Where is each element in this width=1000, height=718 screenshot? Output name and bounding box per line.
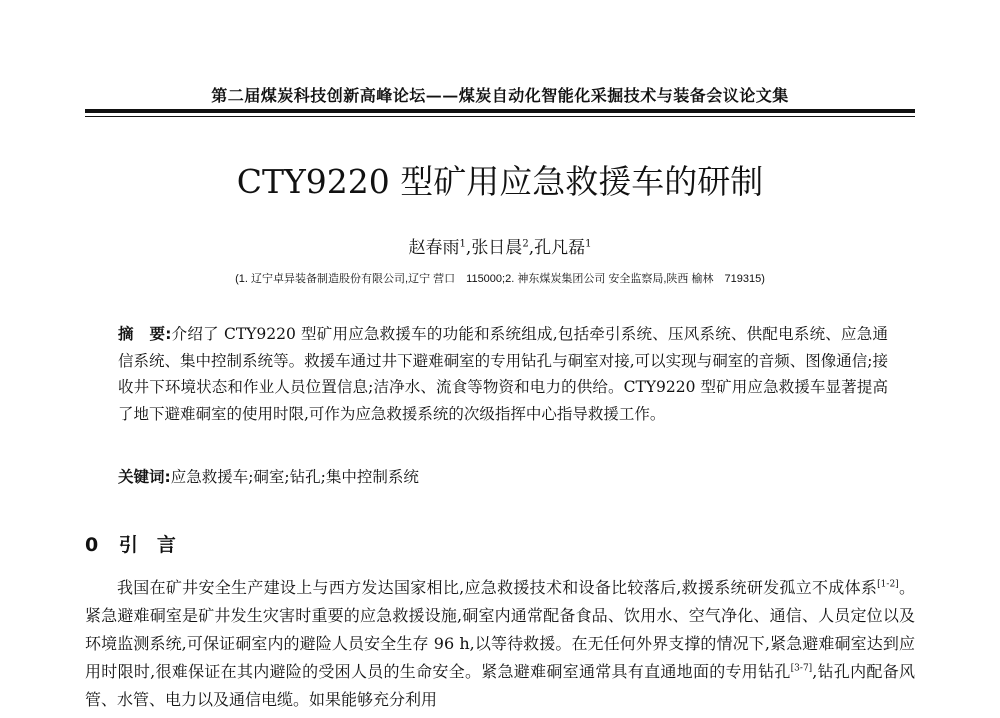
affiliations: (1. 辽宁卓异装备制造股份有限公司,辽宁 营口 115000;2. 神东煤炭集团公司 安全监察局,陕西 榆林 719315) <box>235 273 765 285</box>
author-name: 张日晨 <box>471 238 523 258</box>
body-text <box>85 574 915 714</box>
author-list <box>85 236 915 260</box>
paragraph-text: 我国在矿井安全生产建设上与西方发达国家相比,应急救援技术和设备比较落后,救援系统研发孤立不成体系 <box>117 578 878 597</box>
author-name: 赵春雨 <box>408 238 460 258</box>
section-title: 引 言 <box>118 534 176 556</box>
paragraph-text: 。紧急避难硐室是矿井发生灾害时重要的应急救援设施,硐室内通常配备食品、饮用水、空气净化、通信、人员定位以及环境监测系统,可保证硐室内的避险人员安全生存 96 h,以等待救援。在无任何外界支撑的情况下,紧急避难硐室达到应用时限时,很难保证在其内避险的受困人员的生命安全。紧急避难硐室通常具有直通地面的专用钻孔 <box>85 578 915 681</box>
citation: [1-2] <box>877 579 899 590</box>
author-affiliation-mark: 1 <box>585 238 592 250</box>
keywords <box>118 464 888 490</box>
section-number: 0 <box>85 534 99 556</box>
keywords-text: 应急救援车;硐室;钻孔;集中控制系统 <box>170 468 419 486</box>
author-name: 孔凡磊 <box>534 238 586 258</box>
abstract-label: 摘 要: <box>118 325 172 343</box>
citation: [3-7] <box>790 663 813 674</box>
abstract-text: 介绍了 CTY9220 型矿用应急救援车的功能和系统组成,包括牵引系统、压风系统、供配电系统、应急通信系统、集中控制系统等。救援车通过井下避难硐室的专用钻孔与硐室对接,可以实现与硐室的音频、图像通信;接收井下环境状态和作业人员位置信息;洁净水、流食等物资和电力的供给。CTY9220 型矿用应急救援车显著提高了地下避难硐室的使用时限,可作为应急救援系统的次级指挥中心指导救援工作。 <box>118 325 888 423</box>
author-affiliation-mark: 1 <box>459 238 466 250</box>
running-header: 第二届煤炭科技创新高峰论坛——煤炭自动化智能化采掘技术与装备会议论文集 <box>211 86 789 105</box>
paper-title: CTY9220 型矿用应急救援车的研制 <box>236 162 764 201</box>
paragraph-text: ,钻孔内配备风管、水管、电力以及通信电缆。如果能够充分利用 <box>85 662 915 709</box>
author-separator: , <box>528 238 535 258</box>
abstract <box>118 321 888 427</box>
author-affiliation-mark: 2 <box>522 238 529 250</box>
paragraph <box>85 574 915 714</box>
header-rule-thick <box>85 109 915 113</box>
author-separator: , <box>465 238 472 258</box>
header-rule-thin <box>85 116 915 117</box>
section-heading <box>85 532 176 558</box>
keywords-label: 关键词: <box>118 468 171 486</box>
